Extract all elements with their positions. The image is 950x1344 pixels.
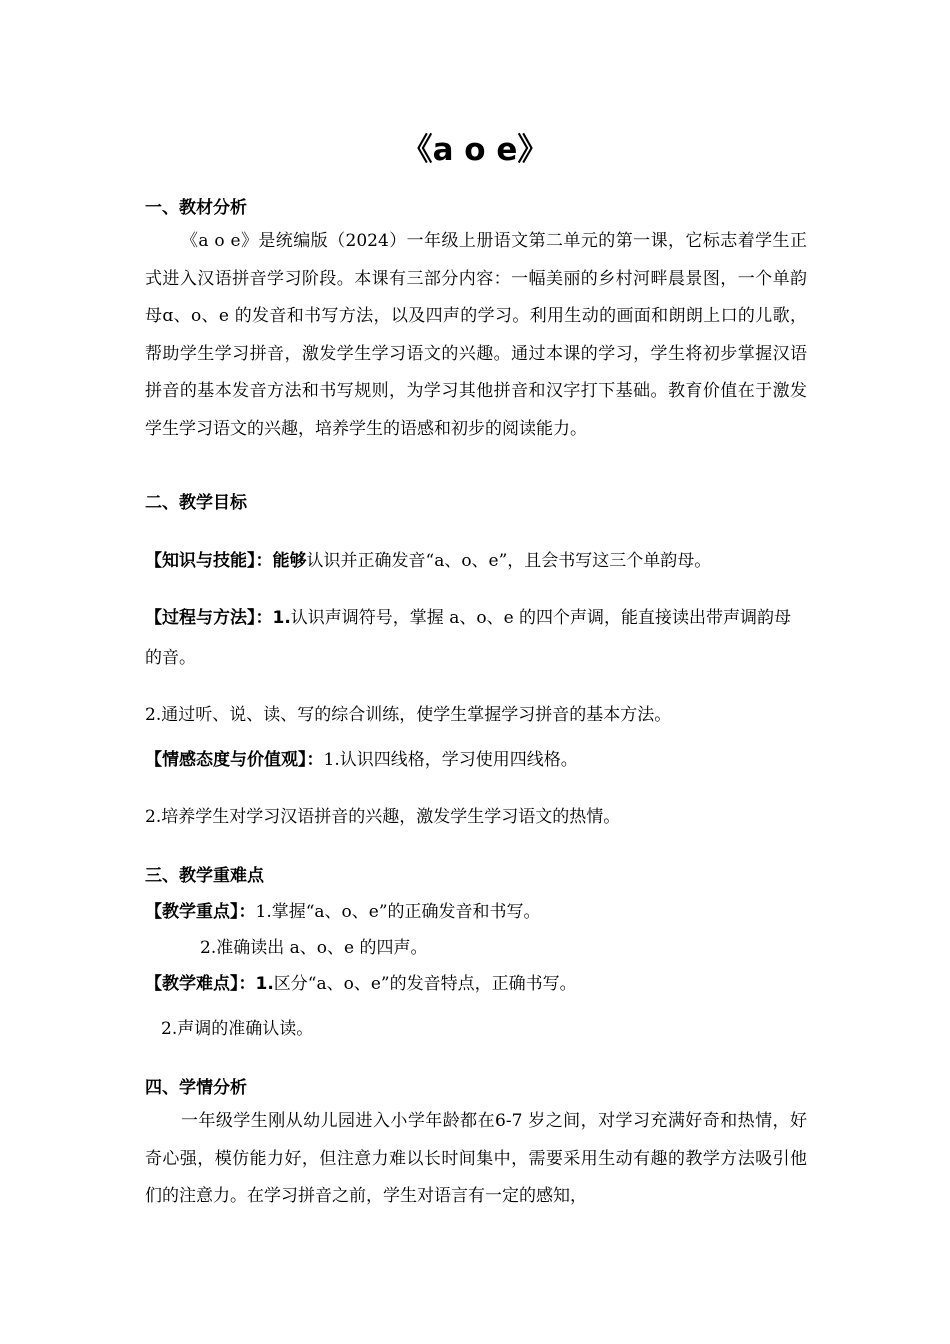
difficult-point-item-2: 2.声调的准确认读。 (161, 1019, 314, 1039)
key-point-label: 【教学重点】： (145, 902, 256, 922)
section-heading-teaching-goals: 二、教学目标 (145, 493, 247, 513)
difficult-point (145, 972, 577, 996)
student-analysis-paragraph: 一年级学生刚从幼儿园进入小学年龄都在6-7 岁之间，对学习充满好奇和热情，好奇心强，模仿能力好，但注意力难以长时间集中，需要采用生动有趣的教学方法吸引他们的注意力。在学习拼音之前，学生对语言有一定的感知， (145, 1111, 807, 1206)
section-heading-textbook-analysis: 一、教材分析 (145, 198, 247, 218)
goal-emotion-text: 1.认识四线格，学习使用四线格。 (323, 750, 578, 770)
goal-process-label: 【过程与方法】：1. (145, 608, 291, 628)
goal-process-item-2: 2.通过听、说、读、写的综合训练，使学生掌握学习拼音的基本方法。 (145, 705, 672, 725)
key-point (145, 900, 541, 924)
difficult-point-label: 【教学难点】：1. (145, 974, 274, 994)
goal-emotion-values (145, 748, 578, 772)
key-point-text: 1.掌握“a、o、e”的正确发音和书写。 (255, 902, 541, 922)
goal-emotion-label: 【情感态度与价值观】： (145, 750, 324, 770)
goal-knowledge-label: 【知识与技能】：能够 (145, 551, 307, 571)
difficult-point-text: 区分“a、o、e”的发音特点，正确书写。 (273, 974, 577, 994)
goal-knowledge-text: 认识并正确发音“a、o、e”，且会书写这三个单韵母。 (306, 551, 712, 571)
key-point-item-2: 2.准确读出 a、o、e 的四声。 (200, 938, 428, 958)
goal-knowledge-skills (145, 549, 711, 573)
section-heading-student-analysis: 四、学情分析 (145, 1078, 247, 1098)
textbook-analysis-paragraph: 《a o e》是统编版（2024）一年级上册语文第二单元的第一课，它标志着学生正式进入汉语拼音学习阶段。本课有三部分内容：一幅美丽的乡村河畔晨景图，一个单韵母ɑ、o、e 的发音和书写方法，以及四声的学习。利用生动的画面和朗朗上口的儿歌，帮助学生学习拼音，激发学生学习语文的兴趣。通过本课的学习，学生将初步掌握汉语拼音的基本发音方法和书写规则，为学习其他拼音和汉字打下基础。教育价值在于激发学生学习语文的兴趣，培养学生的语感和初步的阅读能力。 (145, 231, 807, 439)
section-heading-key-difficult-points: 三、教学重难点 (145, 866, 264, 886)
document-title: 《a o e》 (401, 132, 549, 168)
goal-process-methods (145, 598, 807, 678)
goal-process-text: 认识声调符号，掌握 a、o、e 的四个声调，能直接读出带声调韵母的音。 (145, 608, 792, 668)
goal-emotion-item-2: 2.培养学生对学习汉语拼音的兴趣，激发学生学习语文的热情。 (145, 807, 621, 827)
